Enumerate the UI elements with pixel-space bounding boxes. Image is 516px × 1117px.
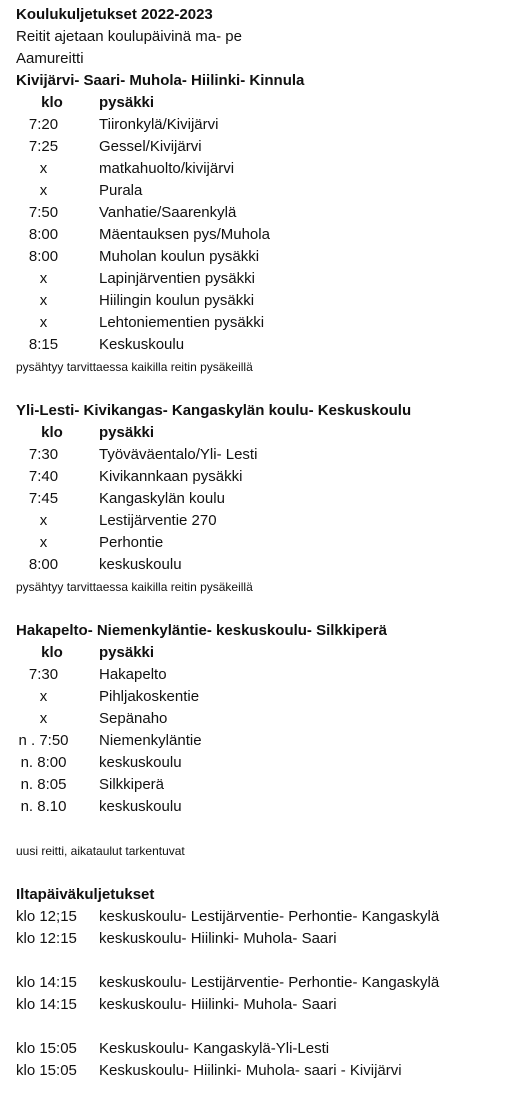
stop-row bbox=[16, 774, 506, 796]
afternoon-time: klo 15:05 bbox=[16, 1062, 77, 1079]
document-subtitle: Reitit ajetaan koulupäivinä ma- pe bbox=[16, 28, 242, 45]
header-time: klo bbox=[41, 94, 63, 111]
spacer bbox=[16, 862, 506, 884]
stop-name: Mäentauksen pys/Muhola bbox=[99, 226, 270, 243]
spacer bbox=[16, 1016, 506, 1038]
stop-time: x bbox=[39, 688, 48, 705]
spacer bbox=[16, 818, 506, 840]
stop-row bbox=[16, 246, 506, 268]
stop-row bbox=[16, 664, 506, 686]
stop-name: Sepänaho bbox=[99, 710, 168, 727]
stop-time: x bbox=[39, 512, 48, 529]
stop-row bbox=[16, 268, 506, 290]
stop-name: Niemenkyläntie bbox=[99, 732, 202, 749]
stop-time: n . 7:50 bbox=[18, 732, 69, 749]
afternoon-route: keskuskoulu- Lestijärventie- Perhontie- Kangaskylä bbox=[99, 908, 440, 925]
stop-row bbox=[16, 224, 506, 246]
stop-row bbox=[16, 312, 506, 334]
stop-time: 8:00 bbox=[28, 248, 59, 265]
stop-time: 8:15 bbox=[28, 336, 59, 353]
stop-time: 8:00 bbox=[28, 226, 59, 243]
stop-time: 7:30 bbox=[28, 666, 59, 683]
column-header-row bbox=[16, 422, 506, 444]
stop-name: Muholan koulun pysäkki bbox=[99, 248, 260, 265]
stop-name: keskuskoulu bbox=[99, 556, 182, 573]
stop-time: x bbox=[39, 534, 48, 551]
afternoon-route: keskuskoulu- Lestijärventie- Perhontie- Kangaskylä bbox=[99, 974, 440, 991]
stop-time: 7:25 bbox=[28, 138, 59, 155]
afternoon-row bbox=[16, 1038, 506, 1060]
stop-name: Työväväentalo/Yli- Lesti bbox=[99, 446, 258, 463]
column-header-row bbox=[16, 642, 506, 664]
stop-time: x bbox=[39, 160, 48, 177]
morning-label: Aamureitti bbox=[16, 50, 84, 67]
afternoon-title: Iltapäiväkuljetukset bbox=[16, 886, 155, 903]
spacer bbox=[16, 598, 506, 620]
stop-row bbox=[16, 202, 506, 224]
stop-name: Kangaskylän koulu bbox=[99, 490, 225, 507]
route-title: Hakapelto- Niemenkyläntie- keskuskoulu- Silkkiperä bbox=[16, 622, 387, 639]
header-stop: pysäkki bbox=[99, 424, 155, 441]
route-section bbox=[16, 70, 506, 378]
route-note: pysähtyy tarvittaessa kaikilla reitin pysäkeillä bbox=[16, 580, 253, 594]
stop-name: matkahuolto/kivijärvi bbox=[99, 160, 235, 177]
stop-time: x bbox=[39, 710, 48, 727]
afternoon-section bbox=[16, 884, 506, 1082]
stop-row bbox=[16, 136, 506, 158]
spacer bbox=[16, 950, 506, 972]
stop-time: n. 8:05 bbox=[20, 776, 67, 793]
stop-row bbox=[16, 466, 506, 488]
stop-name: Gessel/Kivijärvi bbox=[99, 138, 202, 155]
stop-row bbox=[16, 796, 506, 818]
header-time: klo bbox=[41, 644, 63, 661]
stop-row bbox=[16, 158, 506, 180]
spacer bbox=[16, 378, 506, 400]
stop-name: Hakapelto bbox=[99, 666, 167, 683]
afternoon-row bbox=[16, 994, 506, 1016]
stop-row bbox=[16, 488, 506, 510]
afternoon-route: keskuskoulu- Hiilinki- Muhola- Saari bbox=[99, 996, 337, 1013]
document bbox=[16, 4, 506, 1082]
stop-name: Pihljakoskentie bbox=[99, 688, 200, 705]
stop-time: 8:00 bbox=[28, 556, 59, 573]
stop-name: Tiironkylä/Kivijärvi bbox=[99, 116, 219, 133]
stop-row bbox=[16, 334, 506, 356]
stop-name: Purala bbox=[99, 182, 143, 199]
route-section bbox=[16, 620, 506, 862]
document-title: Koulukuljetukset 2022-2023 bbox=[16, 6, 213, 23]
stop-row bbox=[16, 510, 506, 532]
stop-time: x bbox=[39, 182, 48, 199]
stop-time: 7:50 bbox=[28, 204, 59, 221]
stop-time: 7:30 bbox=[28, 446, 59, 463]
afternoon-route: Keskuskoulu- Hiilinki- Muhola- saari - Kivijärvi bbox=[99, 1062, 402, 1079]
header-time: klo bbox=[41, 424, 63, 441]
afternoon-time: klo 14:15 bbox=[16, 996, 77, 1013]
stop-time: x bbox=[39, 314, 48, 331]
stop-name: Lapinjärventien pysäkki bbox=[99, 270, 255, 287]
stop-name: Lestijärventie 270 bbox=[99, 512, 217, 529]
route-section bbox=[16, 400, 506, 598]
stop-row bbox=[16, 114, 506, 136]
afternoon-row bbox=[16, 928, 506, 950]
afternoon-row bbox=[16, 1060, 506, 1082]
route-title: Yli-Lesti- Kivikangas- Kangaskylän koulu- Keskuskoulu bbox=[16, 402, 412, 419]
stop-row bbox=[16, 730, 506, 752]
stop-row bbox=[16, 708, 506, 730]
stop-row bbox=[16, 180, 506, 202]
stop-row bbox=[16, 686, 506, 708]
stop-time: x bbox=[39, 292, 48, 309]
afternoon-time: klo 12;15 bbox=[16, 908, 77, 925]
stop-name: keskuskoulu bbox=[99, 798, 182, 815]
column-header-row bbox=[16, 92, 506, 114]
afternoon-time: klo 14:15 bbox=[16, 974, 77, 991]
stop-row bbox=[16, 532, 506, 554]
afternoon-row bbox=[16, 906, 506, 928]
stop-row bbox=[16, 290, 506, 312]
stop-name: Lehtoniementien pysäkki bbox=[99, 314, 265, 331]
stop-name: Hiilingin koulun pysäkki bbox=[99, 292, 255, 309]
stop-time: 7:45 bbox=[28, 490, 59, 507]
stop-row bbox=[16, 752, 506, 774]
stop-time: x bbox=[39, 270, 48, 287]
stop-name: Silkkiperä bbox=[99, 776, 165, 793]
stop-name: Kivikannkaan pysäkki bbox=[99, 468, 243, 485]
stop-name: Perhontie bbox=[99, 534, 164, 551]
stop-time: 7:40 bbox=[28, 468, 59, 485]
stop-row bbox=[16, 444, 506, 466]
stop-row bbox=[16, 554, 506, 576]
route-title: Kivijärvi- Saari- Muhola- Hiilinki- Kinnula bbox=[16, 72, 305, 89]
route-note: pysähtyy tarvittaessa kaikilla reitin pysäkeillä bbox=[16, 360, 253, 374]
afternoon-time: klo 15:05 bbox=[16, 1040, 77, 1057]
stop-time: n. 8:00 bbox=[20, 754, 67, 771]
afternoon-route: Keskuskoulu- Kangaskylä-Yli-Lesti bbox=[99, 1040, 330, 1057]
afternoon-row bbox=[16, 972, 506, 994]
stop-time: n. 8.10 bbox=[20, 798, 67, 815]
stop-time: 7:20 bbox=[28, 116, 59, 133]
header-stop: pysäkki bbox=[99, 94, 155, 111]
header-stop: pysäkki bbox=[99, 644, 155, 661]
afternoon-route: keskuskoulu- Hiilinki- Muhola- Saari bbox=[99, 930, 337, 947]
stop-name: Keskuskoulu bbox=[99, 336, 185, 353]
route-note: uusi reitti, aikataulut tarkentuvat bbox=[16, 844, 185, 858]
afternoon-time: klo 12:15 bbox=[16, 930, 77, 947]
stop-name: Vanhatie/Saarenkylä bbox=[99, 204, 237, 221]
stop-name: keskuskoulu bbox=[99, 754, 182, 771]
